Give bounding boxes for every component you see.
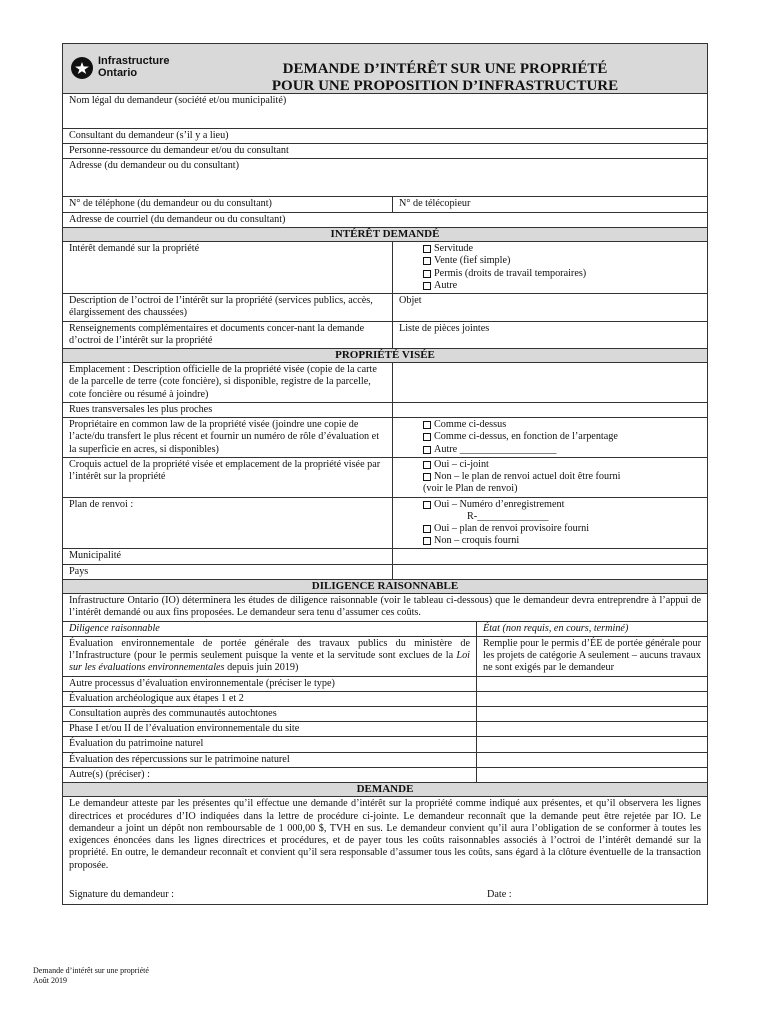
- municipality-row: [63, 549, 707, 564]
- option-servitude[interactable]: [423, 243, 701, 255]
- owner-option-survey-label: Comme ci-dessus, en fonction de l’arpentage: [434, 431, 618, 443]
- interest-section-title: INTÉRÊT DEMANDÉ: [63, 228, 707, 241]
- contact-person-field[interactable]: [63, 144, 707, 159]
- email-label: Adresse de courriel (du demandeur ou du consultant): [69, 213, 286, 225]
- logo-text-line1: Infrastructure: [98, 55, 170, 67]
- checkbox-icon[interactable]: [423, 473, 431, 481]
- diligence-item-label: Autre processus d’évaluation environnementale (préciser le type): [63, 677, 477, 691]
- option-permis-label: Permis (droits de travail temporaires): [434, 267, 587, 279]
- request-section-header: [63, 783, 707, 797]
- diligence-item-status[interactable]: [477, 722, 707, 736]
- email-field[interactable]: [63, 213, 707, 228]
- diligence-row: [63, 707, 707, 722]
- location-row: [63, 363, 707, 403]
- sketch-option-no-note: (voir le Plan de renvoi): [423, 483, 518, 495]
- diligence-section-title: DILIGENCE RAISONNABLE: [63, 580, 707, 593]
- date-field[interactable]: Date :: [487, 888, 512, 900]
- logo-text-line2: Ontario: [98, 66, 138, 79]
- trillium-icon: [71, 57, 93, 79]
- status-col-header: État (non requis, en cours, terminé): [483, 622, 629, 634]
- cross-streets-field[interactable]: [393, 403, 707, 417]
- signature-field[interactable]: Signature du demandeur :: [69, 888, 174, 900]
- plan-option-sketch-label: Non – croquis fourni: [434, 535, 520, 547]
- checkbox-icon[interactable]: [423, 433, 431, 441]
- plan-option-registered[interactable]: [423, 499, 701, 511]
- diligence-row: [63, 768, 707, 783]
- diligence-item-status[interactable]: [477, 707, 707, 721]
- ea-text-part1: Évaluation environnementale de portée générale des travaux publics du ministère de l’Infrastructure (pour le permis seulement puisque la vente et la servitude sont exclues de la: [69, 637, 470, 662]
- diligence-item-status[interactable]: [477, 677, 707, 691]
- form-header: [63, 44, 707, 94]
- option-servitude-label: Servitude: [434, 243, 474, 255]
- application-form: [62, 43, 708, 905]
- form-title: [193, 61, 697, 94]
- sketch-row: [63, 458, 707, 498]
- checkbox-icon[interactable]: [423, 525, 431, 533]
- diligence-intro: Infrastructure Ontario (IO) déterminera les études de diligence raisonnable (voir le tableau ci-dessous) que le demandeur devra entreprendre à l’appui de l’intérêt demandé ou aux fins proposées. Le demandeur sera tenu d’assumer ces coûts.: [69, 595, 701, 619]
- diligence-row: [63, 737, 707, 752]
- country-row: [63, 565, 707, 580]
- property-section-title: PROPRIÉTÉ VISÉE: [63, 349, 707, 362]
- diligence-row: [63, 677, 707, 692]
- sketch-option-no[interactable]: [423, 471, 701, 483]
- owner-option-same-label: Comme ci-dessus: [434, 419, 507, 431]
- plan-option-draft-label: Oui – plan de renvoi provisoire fourni: [434, 523, 590, 534]
- request-text: Le demandeur atteste par les présentes qu’il effectue une demande d’intérêt sur la propriété comme indiqué aux présentes, et qu’il observera les lignes directrices et procédures d’IO indiquées dans la lettre de procédure ci-jointe. Le demandeur reconnaît que la demande peut être rejetée par IO. Le demandeur a joint un dépôt non remboursable de 1 000,00 $, TVH en sus. Le demandeur convient qu’il aura l’obligation de se conformer à toutes les exigences énoncées dans les lignes directrices et procédures, et de payer tous les coûts raisonnables associés à l’octroi de l’intérêt demandé sur la propriété. En outre, le demandeur reconnaît et convient qu’il sera responsable d’assumer tous les coûts, sans égard à la clôture éventuelle de la transaction proposée.: [69, 798, 701, 871]
- legal-name-field[interactable]: [63, 94, 707, 129]
- checkbox-icon[interactable]: [423, 282, 431, 290]
- signature-line: [63, 873, 707, 904]
- form-title-line1: DEMANDE D’INTÉRÊT SUR UNE PROPRIÉTÉ: [282, 61, 608, 77]
- diligence-item-label: Évaluation archéologique aux étapes 1 et 2: [63, 692, 477, 706]
- fax-field[interactable]: N° de télécopieur: [399, 198, 471, 210]
- sketch-label: Croquis actuel de la propriété visée et emplacement de la propriété visée par l’intérêt sur la propriété: [63, 458, 393, 497]
- ea-text-part2: depuis juin 2019): [224, 662, 299, 674]
- owner-options: [393, 418, 707, 457]
- plan-option-sketch[interactable]: [423, 535, 701, 547]
- ea-act-name: Loi sur les évaluations environnementales: [69, 650, 470, 674]
- checkbox-icon[interactable]: [423, 501, 431, 509]
- sketch-options: [393, 458, 707, 497]
- interest-requested-label: Intérêt demandé sur la propriété: [63, 242, 393, 293]
- interest-description-row: [63, 294, 707, 321]
- owner-row: [63, 418, 707, 458]
- country-field[interactable]: [393, 565, 707, 579]
- request-content: [63, 797, 707, 904]
- plan-option-draft[interactable]: [423, 523, 701, 535]
- attachments-field[interactable]: Liste de pièces jointes: [399, 322, 490, 334]
- interest-section-header: [63, 228, 707, 242]
- cross-streets-label: Rues transversales les plus proches: [63, 403, 393, 417]
- owner-option-other[interactable]: [423, 444, 701, 456]
- diligence-intro-row: [63, 594, 707, 621]
- municipality-field[interactable]: [393, 549, 707, 563]
- owner-label: Propriétaire en common law de la propriété visée (joindre une copie de l’acte/du transfert le plus récent et fournir un numéro de rôle d’évaluation et la superficie en acres, si disponibles): [63, 418, 393, 457]
- diligence-item-label: Phase I et/ou II de l’évaluation environnementale du site: [63, 722, 477, 736]
- phone-field[interactable]: N° de téléphone (du demandeur ou du consultant): [63, 197, 393, 211]
- checkbox-icon[interactable]: [423, 245, 431, 253]
- diligence-item-label: Consultation auprès des communautés autochtones: [63, 707, 477, 721]
- footer-date: Août 2019: [33, 975, 67, 985]
- checkbox-icon[interactable]: [423, 257, 431, 265]
- checkbox-icon[interactable]: [423, 421, 431, 429]
- environmental-assessment-status: Remplie pour le permis d’ÉE de portée générale pour les projets de catégorie A seulement – aucuns travaux ne sont exigés par le demandeur: [483, 637, 701, 674]
- owner-option-same[interactable]: [423, 419, 701, 431]
- address-label: Adresse (du demandeur ou du consultant): [69, 160, 240, 172]
- checkbox-icon[interactable]: [423, 446, 431, 454]
- sketch-option-yes[interactable]: [423, 459, 701, 471]
- address-field[interactable]: [63, 159, 707, 197]
- option-vente-label: Vente (fief simple): [434, 255, 511, 267]
- contact-person-label: Personne-ressource du demandeur et/ou du consultant: [69, 145, 289, 157]
- diligence-item-label: Évaluation du patrimoine naturel: [63, 737, 477, 751]
- option-autre-label: Autre: [434, 279, 458, 291]
- diligence-row: [63, 692, 707, 707]
- diligence-row: [63, 753, 707, 768]
- page-footer: [33, 966, 149, 985]
- interest-description-field[interactable]: Objet: [399, 295, 422, 307]
- checkbox-icon[interactable]: [423, 270, 431, 278]
- reference-plan-label: Plan de renvoi :: [63, 498, 393, 549]
- footer-document-title: Demande d’intérêt sur une propriété: [33, 966, 149, 975]
- location-field[interactable]: [393, 363, 707, 402]
- property-section-header: [63, 349, 707, 363]
- additional-info-row: [63, 322, 707, 349]
- diligence-col-header: Diligence raisonnable: [63, 622, 477, 636]
- diligence-item-status[interactable]: [477, 692, 707, 706]
- additional-info-label: Renseignements complémentaires et documents concer-nant la demande d’octroi de l’intérêt sur la propriété: [63, 322, 393, 348]
- country-label: Pays: [63, 565, 393, 579]
- request-body: [63, 797, 707, 904]
- checkbox-icon[interactable]: [423, 461, 431, 469]
- sketch-option-no-label: Non – le plan de renvoi actuel doit être fourni: [434, 471, 621, 483]
- diligence-table-header: [63, 622, 707, 637]
- infrastructure-ontario-logo: [71, 56, 170, 79]
- plan-registration-number[interactable]: R-______________: [467, 510, 549, 522]
- diligence-section-header: [63, 580, 707, 594]
- reference-plan-options: [393, 498, 707, 549]
- plan-option-registered-label: Oui – Numéro d’enregistrement: [434, 498, 565, 510]
- option-permis[interactable]: [423, 268, 701, 280]
- interest-requested-row: [63, 242, 707, 294]
- diligence-row: [63, 722, 707, 737]
- checkbox-icon[interactable]: [423, 537, 431, 545]
- form-title-line2: POUR UNE PROPOSITION D’INFRASTRUCTURE: [271, 77, 619, 94]
- sketch-option-yes-label: Oui – ci-joint: [434, 458, 489, 470]
- reference-plan-row: [63, 498, 707, 550]
- option-vente[interactable]: [423, 255, 701, 267]
- municipality-label: Municipalité: [63, 549, 393, 563]
- consultant-field[interactable]: [63, 129, 707, 144]
- interest-description-label: Description de l’octroi de l’intérêt sur la propriété (services publics, accès, élargissement des chaussées): [63, 294, 393, 320]
- location-label: Emplacement : Description officielle de la propriété visée (copie de la carte de la parcelle de terre (cote foncière), si disponible, registre de la parcelle, cote foncière ou résumé à joindre): [63, 363, 393, 402]
- owner-option-survey[interactable]: [423, 431, 701, 443]
- diligence-item-status[interactable]: [477, 737, 707, 751]
- environmental-assessment-row: [63, 637, 707, 677]
- legal-name-label: Nom légal du demandeur (société et/ou municipalité): [69, 95, 287, 106]
- phone-fax-row: [63, 197, 707, 212]
- request-section-title: DEMANDE: [63, 783, 707, 796]
- diligence-item-label: Autre(s) (préciser) :: [63, 768, 477, 782]
- option-autre[interactable]: [423, 280, 701, 292]
- owner-option-other-label: Autre ___________________: [434, 443, 557, 455]
- environmental-assessment-label: [63, 637, 477, 676]
- diligence-item-status[interactable]: [477, 768, 707, 782]
- cross-streets-row: [63, 403, 707, 418]
- diligence-item-label: Évaluation des répercussions sur le patrimoine naturel: [63, 753, 477, 767]
- consultant-label: Consultant du demandeur (s’il y a lieu): [69, 130, 229, 141]
- diligence-item-status[interactable]: [477, 753, 707, 767]
- interest-options: [393, 242, 707, 293]
